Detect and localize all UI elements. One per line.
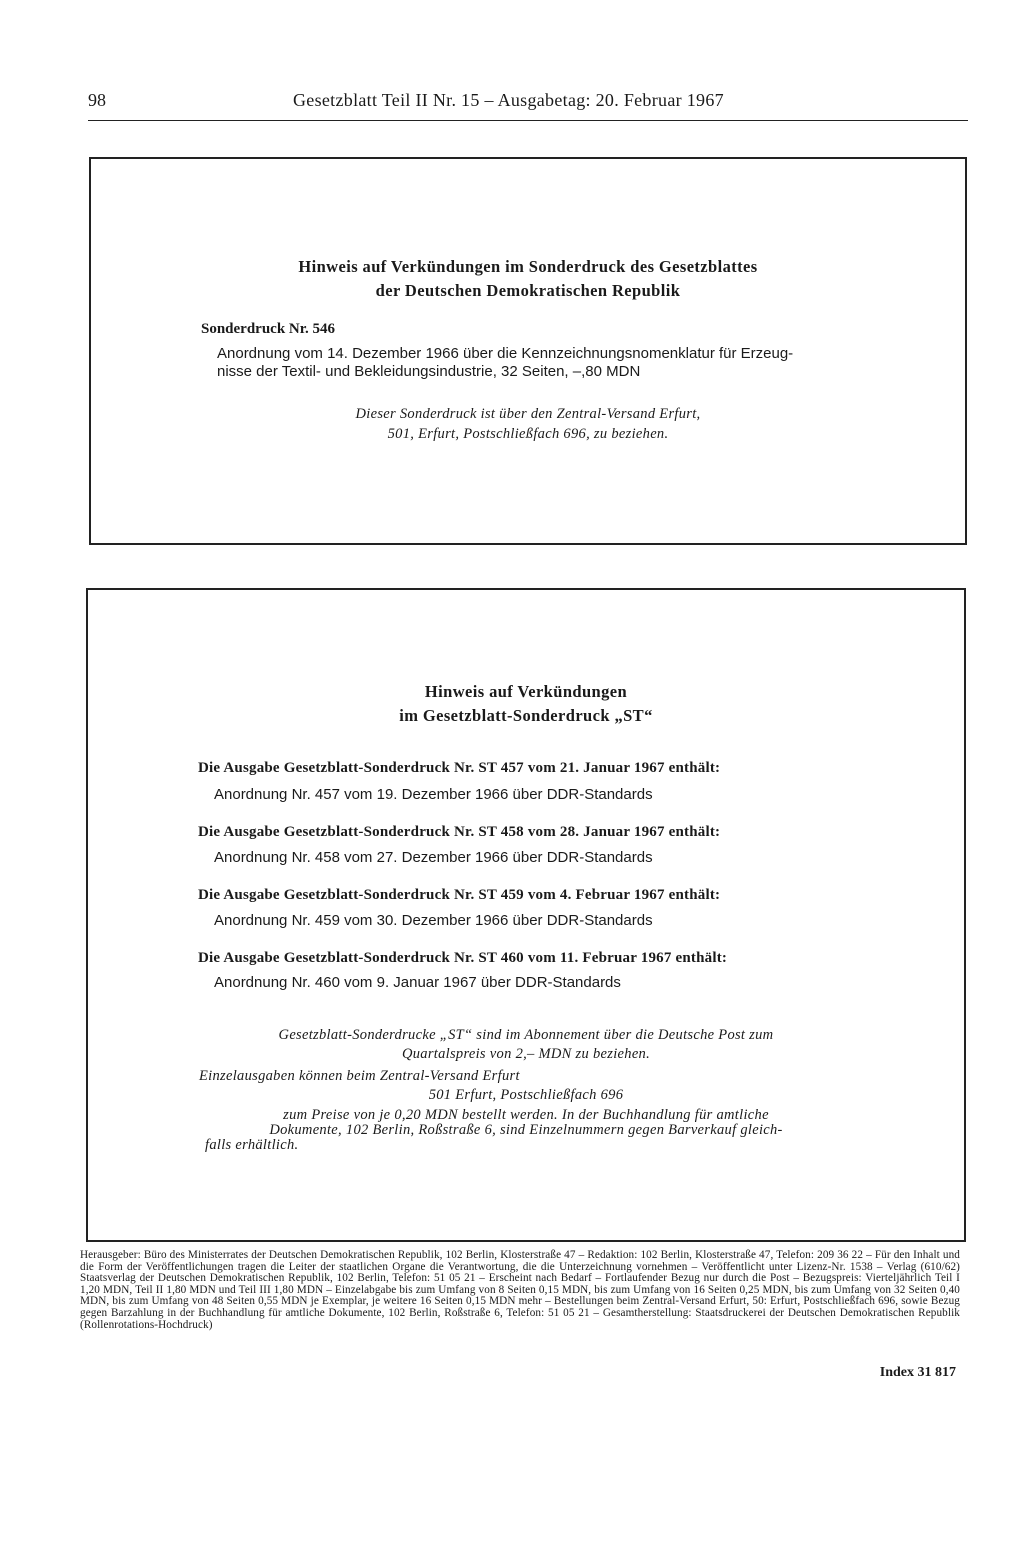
- box2-title-line2: im Gesetzblatt-Sonderdruck „ST“: [399, 706, 653, 725]
- sonderdruck-text-line2: nisse der Textil- und Bekleidungsindustrie, 32 Seiten, –,80 MDN: [217, 363, 641, 380]
- box1-note-line1: Dieser Sonderdruck ist über den Zentral-Versand Erfurt,: [355, 406, 701, 422]
- sonderdruck-text-line1: Anordnung vom 14. Dezember 1966 über die Kennzeichnungsnomenklatur für Erzeug-: [217, 345, 794, 362]
- st-note-line2: Quartalspreis von 2,– MDN zu beziehen.: [401, 1046, 651, 1062]
- issue-head: Die Ausgabe Gesetzblatt-Sonderdruck Nr. ST 457 vom 21. Januar 1967 enthält:: [198, 760, 721, 776]
- st-note-line6: Dokumente, 102 Berlin, Roßstraße 6, sind Einzelnummern gegen Barverkauf gleich-: [269, 1122, 783, 1138]
- imprint: Herausgeber: Büro des Ministerrates der Deutschen Demokratischen Republik, 102 Berlin, Klosterstraße 47 – Redaktion: 102 Berlin, Klosterstraße 47, Telefon: 209 36 22 – Für den Inhalt und die Form der Veröffentlichungen tragen die Leiter der staatlichen Organe die Verantwortung, die die Unterzeichnung vornehmen – Veröffentlicht unter Lizenz-Nr. 1538 – Verlag (610/62) Staatsverlag der Deutschen Demokratischen Republik, 102 Berlin, Telefon: 51 05 21 – Erscheint nach Bedarf – Fortlaufender Bezug nur durch die Post – Bezugspreis: Vierteljährlich Teil I 1,20 MDN, Teil II 1,80 MDN und Teil III 1,80 MDN – Einzelabgabe bis zum Umfang von 8 Seiten 0,15 MDN, bis zum Umfang von 16 Seiten 0,25 MDN, bis zum Umfang von 32 Seiten 0,40 MDN, bis zum Umfang von 48 Seiten 0,55 MDN je Exemplar, je weitere 16 Seiten 0,15 MDN mehr – Bestellungen beim Zentral-Versand Erfurt, 50: Erfurt, Postschließfach 696, sowie Bezug gegen Barzahlung in der Buchhandlung für amtliche Dokumente, 102 Berlin, Roßstraße 6, Telefon: 51 05 21 – Gesamtherstellung: Staatsdruckerei der Deutschen Demokratischen Republik (Rollenrotations-Hochdruck): [80, 1249, 960, 1331]
- issue-body: Anordnung Nr. 458 vom 27. Dezember 1966 über DDR-Standards: [214, 849, 653, 866]
- issue-head: Die Ausgabe Gesetzblatt-Sonderdruck Nr. ST 459 vom 4. Februar 1967 enthält:: [198, 887, 721, 903]
- page-header: [88, 86, 968, 121]
- st-note-line5: zum Preise von je 0,20 MDN bestellt werden. In der Buchhandlung für amtliche: [283, 1107, 769, 1123]
- index-number: Index 31 817: [879, 1365, 956, 1380]
- st-note-line3: Einzelausgaben können beim Zentral-Versand Erfurt: [199, 1068, 520, 1084]
- issue-head: Die Ausgabe Gesetzblatt-Sonderdruck Nr. ST 458 vom 28. Januar 1967 enthält:: [198, 824, 721, 840]
- issue-body: Anordnung Nr. 459 vom 30. Dezember 1966 über DDR-Standards: [214, 912, 653, 929]
- box1-note-line2: 501, Erfurt, Postschließfach 696, zu beziehen.: [387, 426, 669, 442]
- issue-head: Die Ausgabe Gesetzblatt-Sonderdruck Nr. ST 460 vom 11. Februar 1967 enthält:: [198, 950, 728, 966]
- notice-box-sonderdruck: [89, 157, 967, 545]
- notice-box-st: [86, 588, 966, 1242]
- sonderdruck-label: Sonderdruck Nr. 546: [201, 321, 336, 337]
- st-note-line1: Gesetzblatt-Sonderdrucke „ST“ sind im Abonnement über die Deutsche Post zum: [278, 1027, 774, 1043]
- st-note-line4: 501 Erfurt, Postschließfach 696: [428, 1087, 624, 1103]
- box2-title-line1: Hinweis auf Verkündungen: [424, 682, 628, 701]
- issue-body: Anordnung Nr. 457 vom 19. Dezember 1966 über DDR-Standards: [214, 786, 653, 803]
- box1-title-line2: der Deutschen Demokratischen Republik: [375, 281, 681, 300]
- page-number: 98: [88, 90, 106, 110]
- st-note-line7: falls erhältlich.: [205, 1137, 299, 1153]
- header-title: Gesetzblatt Teil II Nr. 15 – Ausgabetag: 20. Februar 1967: [293, 90, 724, 110]
- issue-body: Anordnung Nr. 460 vom 9. Januar 1967 über DDR-Standards: [214, 974, 621, 991]
- box1-title-line1: Hinweis auf Verkündungen im Sonderdruck des Gesetzblattes: [298, 257, 758, 276]
